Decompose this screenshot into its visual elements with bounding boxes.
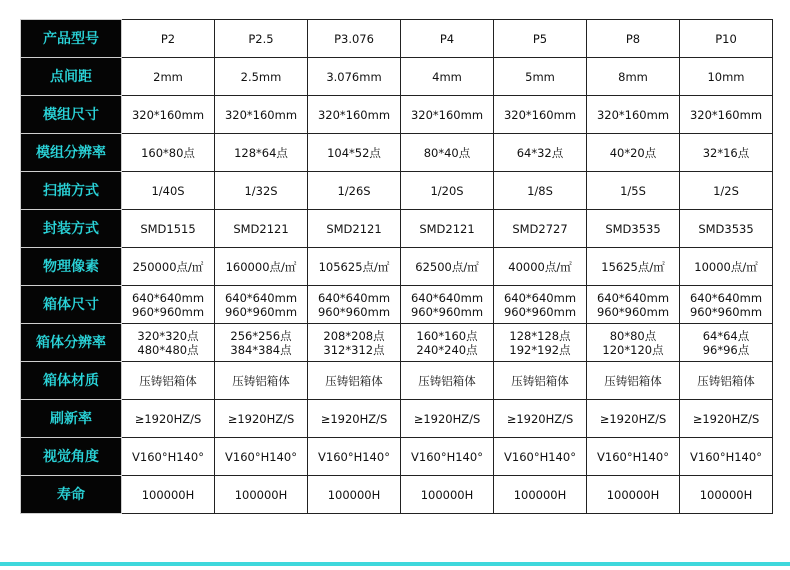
cell-value: 208*208点 bbox=[323, 328, 385, 343]
table-cell bbox=[587, 324, 680, 362]
table-cell bbox=[215, 400, 308, 438]
table-cell bbox=[587, 400, 680, 438]
table-cell bbox=[494, 438, 587, 476]
cell-value: 960*960mm bbox=[689, 304, 763, 319]
row-label: 点间距 bbox=[21, 58, 122, 96]
table-cell bbox=[401, 438, 494, 476]
cell-value: 320*160mm bbox=[224, 107, 298, 122]
cell-value: 480*480点 bbox=[137, 342, 199, 357]
cell-value: SMD2121 bbox=[326, 221, 382, 236]
cell-value: 压铸铝箱体 bbox=[418, 373, 476, 388]
table-cell bbox=[122, 476, 215, 514]
table-cell bbox=[122, 324, 215, 362]
table-cell bbox=[215, 134, 308, 172]
table-cell bbox=[215, 438, 308, 476]
table-cell bbox=[122, 96, 215, 134]
cell-value: 1/8S bbox=[527, 183, 553, 198]
table-row bbox=[21, 96, 773, 134]
cell-value: P10 bbox=[715, 31, 737, 46]
table-row bbox=[21, 362, 773, 400]
spec-table bbox=[20, 19, 773, 514]
cell-value: V160°H140° bbox=[411, 449, 483, 464]
table-cell bbox=[587, 248, 680, 286]
cell-value: 320*160mm bbox=[131, 107, 205, 122]
row-label: 视觉角度 bbox=[21, 438, 122, 476]
table-cell bbox=[308, 172, 401, 210]
cell-value: SMD2727 bbox=[512, 221, 568, 236]
cell-value: 100000H bbox=[234, 487, 288, 502]
accent-band bbox=[0, 562, 790, 566]
cell-value: 100000H bbox=[327, 487, 381, 502]
table-cell bbox=[587, 438, 680, 476]
table-row bbox=[21, 210, 773, 248]
table-cell bbox=[401, 362, 494, 400]
cell-value: 384*384点 bbox=[230, 342, 292, 357]
table-cell bbox=[308, 476, 401, 514]
table-cell bbox=[401, 324, 494, 362]
cell-value: 128*64点 bbox=[234, 145, 288, 160]
cell-value: 1/5S bbox=[620, 183, 646, 198]
cell-value: 32*16点 bbox=[702, 145, 750, 160]
table-cell bbox=[215, 96, 308, 134]
cell-value: 5mm bbox=[525, 69, 555, 84]
table-cell bbox=[680, 400, 773, 438]
table-row bbox=[21, 324, 773, 362]
cell-value: 192*192点 bbox=[509, 342, 571, 357]
cell-value: 100000H bbox=[699, 487, 753, 502]
table-cell bbox=[680, 476, 773, 514]
cell-value: ≥1920HZ/S bbox=[413, 411, 481, 426]
cell-value: 640*640mm bbox=[317, 290, 391, 305]
cell-value: 10mm bbox=[707, 69, 745, 84]
row-label: 刷新率 bbox=[21, 400, 122, 438]
cell-value: 960*960mm bbox=[596, 304, 670, 319]
cell-value: 1/20S bbox=[430, 183, 464, 198]
cell-value: 压铸铝箱体 bbox=[325, 373, 383, 388]
table-cell bbox=[215, 210, 308, 248]
cell-value: 160000点/㎡ bbox=[225, 259, 297, 274]
table-cell bbox=[680, 286, 773, 324]
table-cell bbox=[494, 400, 587, 438]
table-row bbox=[21, 286, 773, 324]
row-label: 扫描方式 bbox=[21, 172, 122, 210]
cell-value: 640*640mm bbox=[410, 290, 484, 305]
cell-value: 1/32S bbox=[244, 183, 278, 198]
table-cell bbox=[587, 476, 680, 514]
table-cell bbox=[308, 134, 401, 172]
row-label: 模组分辨率 bbox=[21, 134, 122, 172]
row-label: 物理像素 bbox=[21, 248, 122, 286]
cell-value: 105625点/㎡ bbox=[318, 259, 390, 274]
cell-value: 1/2S bbox=[713, 183, 739, 198]
table-cell bbox=[122, 210, 215, 248]
cell-value: P3.076 bbox=[334, 31, 374, 46]
table-cell bbox=[494, 172, 587, 210]
table-cell bbox=[587, 172, 680, 210]
cell-value: P8 bbox=[625, 31, 641, 46]
table-row bbox=[21, 20, 773, 58]
cell-value: 80*80点 bbox=[609, 328, 657, 343]
table-cell bbox=[587, 210, 680, 248]
cell-value: 1/26S bbox=[337, 183, 371, 198]
table-cell bbox=[122, 438, 215, 476]
row-label: 寿命 bbox=[21, 476, 122, 514]
table-cell bbox=[494, 362, 587, 400]
table-cell bbox=[494, 20, 587, 58]
cell-value: 640*640mm bbox=[503, 290, 577, 305]
table-cell bbox=[680, 58, 773, 96]
table-cell bbox=[494, 324, 587, 362]
cell-value: V160°H140° bbox=[597, 449, 669, 464]
table-cell bbox=[680, 134, 773, 172]
table-cell bbox=[401, 20, 494, 58]
table-row bbox=[21, 476, 773, 514]
table-row bbox=[21, 400, 773, 438]
cell-value: 960*960mm bbox=[503, 304, 577, 319]
table-cell bbox=[215, 362, 308, 400]
table-row bbox=[21, 58, 773, 96]
table-cell bbox=[680, 438, 773, 476]
cell-value: 640*640mm bbox=[224, 290, 298, 305]
cell-value: SMD3535 bbox=[698, 221, 754, 236]
cell-value: 40*20点 bbox=[609, 145, 657, 160]
cell-value: 压铸铝箱体 bbox=[604, 373, 662, 388]
cell-value: 960*960mm bbox=[410, 304, 484, 319]
table-cell bbox=[122, 134, 215, 172]
cell-value: 80*40点 bbox=[423, 145, 471, 160]
table-cell bbox=[122, 58, 215, 96]
table-cell bbox=[494, 134, 587, 172]
cell-value: 压铸铝箱体 bbox=[697, 373, 755, 388]
table-cell bbox=[308, 362, 401, 400]
row-label: 封装方式 bbox=[21, 210, 122, 248]
cell-value: V160°H140° bbox=[132, 449, 204, 464]
cell-value: 160*160点 bbox=[416, 328, 478, 343]
table-cell bbox=[680, 172, 773, 210]
table-cell bbox=[308, 58, 401, 96]
cell-value: P2.5 bbox=[248, 31, 274, 46]
cell-value: SMD2121 bbox=[419, 221, 475, 236]
cell-value: ≥1920HZ/S bbox=[320, 411, 388, 426]
cell-value: ≥1920HZ/S bbox=[692, 411, 760, 426]
table-row bbox=[21, 438, 773, 476]
cell-value: V160°H140° bbox=[690, 449, 762, 464]
cell-value: ≥1920HZ/S bbox=[599, 411, 667, 426]
cell-value: 320*160mm bbox=[317, 107, 391, 122]
cell-value: 160*80点 bbox=[141, 145, 195, 160]
cell-value: 4mm bbox=[432, 69, 462, 84]
cell-value: V160°H140° bbox=[504, 449, 576, 464]
cell-value: 640*640mm bbox=[596, 290, 670, 305]
spec-table-body bbox=[21, 20, 773, 514]
table-cell bbox=[215, 20, 308, 58]
cell-value: 256*256点 bbox=[230, 328, 292, 343]
table-cell bbox=[494, 58, 587, 96]
cell-value: SMD2121 bbox=[233, 221, 289, 236]
table-cell bbox=[215, 58, 308, 96]
cell-value: V160°H140° bbox=[318, 449, 390, 464]
table-cell bbox=[122, 172, 215, 210]
cell-value: 15625点/㎡ bbox=[601, 259, 665, 274]
cell-value: 100000H bbox=[420, 487, 474, 502]
cell-value: P4 bbox=[439, 31, 455, 46]
cell-value: P2 bbox=[160, 31, 176, 46]
table-cell bbox=[587, 134, 680, 172]
cell-value: 3.076mm bbox=[326, 69, 382, 84]
table-cell bbox=[587, 286, 680, 324]
row-label: 模组尺寸 bbox=[21, 96, 122, 134]
table-cell bbox=[215, 248, 308, 286]
cell-value: 640*640mm bbox=[131, 290, 205, 305]
table-cell bbox=[401, 286, 494, 324]
table-cell bbox=[401, 210, 494, 248]
table-cell bbox=[215, 172, 308, 210]
cell-value: 960*960mm bbox=[317, 304, 391, 319]
table-cell bbox=[401, 172, 494, 210]
table-cell bbox=[215, 286, 308, 324]
row-label: 箱体尺寸 bbox=[21, 286, 122, 324]
cell-value: 压铸铝箱体 bbox=[511, 373, 569, 388]
cell-value: ≥1920HZ/S bbox=[227, 411, 295, 426]
table-cell bbox=[401, 58, 494, 96]
table-cell bbox=[494, 476, 587, 514]
table-cell bbox=[680, 20, 773, 58]
cell-value: 320*160mm bbox=[503, 107, 577, 122]
table-cell bbox=[587, 58, 680, 96]
cell-value: 8mm bbox=[618, 69, 648, 84]
cell-value: 320*320点 bbox=[137, 328, 199, 343]
cell-value: 100000H bbox=[513, 487, 567, 502]
table-cell bbox=[494, 248, 587, 286]
table-cell bbox=[308, 324, 401, 362]
cell-value: 120*120点 bbox=[602, 342, 664, 357]
table-cell bbox=[680, 362, 773, 400]
table-row bbox=[21, 248, 773, 286]
cell-value: ≥1920HZ/S bbox=[134, 411, 202, 426]
cell-value: 128*128点 bbox=[509, 328, 571, 343]
cell-value: SMD1515 bbox=[140, 221, 196, 236]
table-cell bbox=[587, 362, 680, 400]
table-cell bbox=[401, 96, 494, 134]
table-cell bbox=[308, 210, 401, 248]
table-cell bbox=[215, 476, 308, 514]
table-cell bbox=[122, 286, 215, 324]
cell-value: ≥1920HZ/S bbox=[506, 411, 574, 426]
table-cell bbox=[401, 134, 494, 172]
cell-value: 64*32点 bbox=[516, 145, 564, 160]
cell-value: 640*640mm bbox=[689, 290, 763, 305]
table-cell bbox=[308, 286, 401, 324]
cell-value: 压铸铝箱体 bbox=[232, 373, 290, 388]
row-label: 箱体分辨率 bbox=[21, 324, 122, 362]
cell-value: 40000点/㎡ bbox=[508, 259, 572, 274]
cell-value: 1/40S bbox=[151, 183, 185, 198]
cell-value: 2mm bbox=[153, 69, 183, 84]
cell-value: 250000点/㎡ bbox=[132, 259, 204, 274]
cell-value: 100000H bbox=[141, 487, 195, 502]
table-cell bbox=[587, 20, 680, 58]
cell-value: 240*240点 bbox=[416, 342, 478, 357]
table-cell bbox=[680, 210, 773, 248]
table-cell bbox=[122, 248, 215, 286]
table-cell bbox=[308, 248, 401, 286]
cell-value: 96*96点 bbox=[702, 342, 750, 357]
table-cell bbox=[122, 400, 215, 438]
table-cell bbox=[494, 210, 587, 248]
cell-value: 64*64点 bbox=[702, 328, 750, 343]
table-cell bbox=[122, 20, 215, 58]
cell-value: 960*960mm bbox=[224, 304, 298, 319]
row-label: 箱体材质 bbox=[21, 362, 122, 400]
table-cell bbox=[215, 324, 308, 362]
cell-value: SMD3535 bbox=[605, 221, 661, 236]
cell-value: 320*160mm bbox=[689, 107, 763, 122]
table-cell bbox=[401, 400, 494, 438]
cell-value: 960*960mm bbox=[131, 304, 205, 319]
table-cell bbox=[308, 400, 401, 438]
table-cell bbox=[401, 248, 494, 286]
cell-value: 2.5mm bbox=[240, 69, 282, 84]
table-cell bbox=[122, 362, 215, 400]
table-cell bbox=[308, 20, 401, 58]
cell-value: 压铸铝箱体 bbox=[139, 373, 197, 388]
table-cell bbox=[308, 96, 401, 134]
cell-value: P5 bbox=[532, 31, 548, 46]
cell-value: 312*312点 bbox=[323, 342, 385, 357]
table-cell bbox=[680, 324, 773, 362]
table-cell bbox=[680, 248, 773, 286]
table-row bbox=[21, 172, 773, 210]
row-label: 产品型号 bbox=[21, 20, 122, 58]
cell-value: 320*160mm bbox=[596, 107, 670, 122]
cell-value: 320*160mm bbox=[410, 107, 484, 122]
table-row bbox=[21, 134, 773, 172]
table-cell bbox=[494, 96, 587, 134]
table-cell bbox=[308, 438, 401, 476]
cell-value: V160°H140° bbox=[225, 449, 297, 464]
cell-value: 104*52点 bbox=[327, 145, 381, 160]
cell-value: 100000H bbox=[606, 487, 660, 502]
cell-value: 10000点/㎡ bbox=[694, 259, 758, 274]
table-cell bbox=[680, 96, 773, 134]
table-cell bbox=[494, 286, 587, 324]
table-cell bbox=[401, 476, 494, 514]
table-cell bbox=[587, 96, 680, 134]
cell-value: 62500点/㎡ bbox=[415, 259, 479, 274]
